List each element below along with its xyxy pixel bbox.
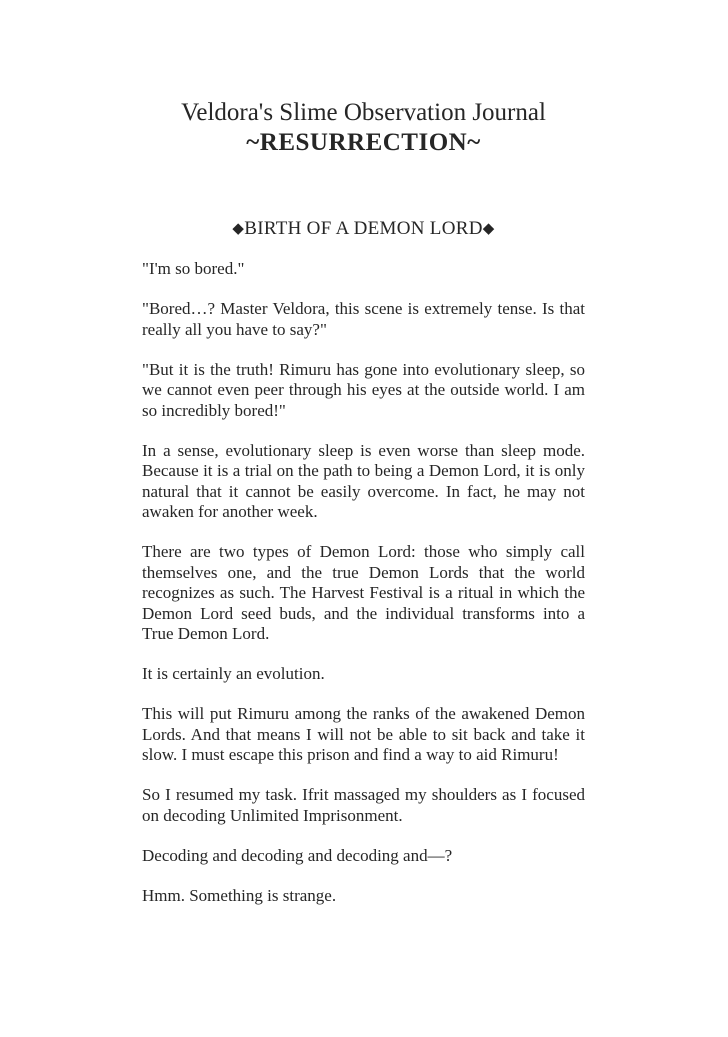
paragraph: "I'm so bored." <box>142 259 245 278</box>
chapter-title: BIRTH OF A DEMON LORD <box>244 218 483 239</box>
paragraph: Decoding and decoding and decoding and—? <box>142 845 453 865</box>
paragraph: It is certainly an evolution. <box>142 664 325 683</box>
paragraph: "But it is the truth! Rimuru has gone into evolutionary sleep, so we cannot even peer through his eyes at the outside world. I am so incredibly bored!" <box>142 359 585 420</box>
book-title: Veldora's Slime Observation Journal <box>181 99 546 126</box>
paragraph: This will put Rimuru among the ranks of the awakened Demon Lords. And that means I will not be able to sit back and take it slow. I must escape this prison and find a way to aid Rimuru! <box>142 704 585 764</box>
paragraph: There are two types of Demon Lord: those who simply call themselves one, and the true Demon Lords that the world recognizes as such. The Harvest Festival is a ritual in which the Demon Lord seed buds, and the individual transforms into a True Demon Lord. <box>142 542 585 643</box>
article-body <box>142 259 585 906</box>
diamond-icon: ◆ <box>232 219 245 237</box>
diamond-icon: ◆ <box>482 219 495 237</box>
paragraph: Hmm. Something is strange. <box>142 885 337 905</box>
paragraph: In a sense, evolutionary sleep is even worse than sleep mode. Because it is a trial on the path to being a Demon Lord, it is only natural that it cannot be easily overcome. In fact, he may not awaken for another week. <box>142 440 585 521</box>
title-block <box>142 98 585 158</box>
chapter-heading <box>142 217 585 241</box>
page-content <box>142 98 585 906</box>
book-subtitle: ~RESURRECTION~ <box>246 129 481 156</box>
paragraph: "Bored…? Master Veldora, this scene is extremely tense. Is that really all you have to say?" <box>142 299 585 339</box>
paragraph: So I resumed my task. Ifrit massaged my shoulders as I focused on decoding Unlimited Imprisonment. <box>142 785 585 825</box>
